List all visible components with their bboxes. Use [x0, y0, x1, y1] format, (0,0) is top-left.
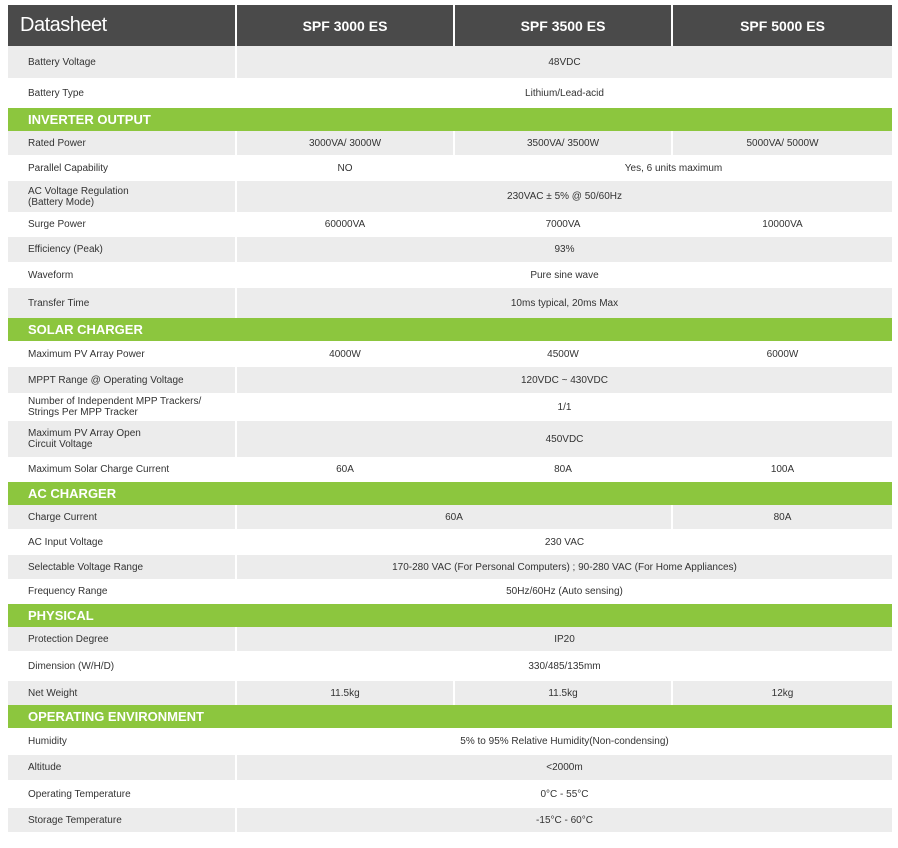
row-value: 4000W: [237, 341, 455, 367]
row-value: 60A: [237, 505, 673, 529]
model-header-2: SPF 3500 ES: [455, 5, 673, 46]
row-label: Maximum PV Array Power: [8, 341, 237, 367]
row-label: [8, 421, 237, 457]
row-value: 330/485/135mm: [237, 651, 892, 681]
row-label: Operating Temperature: [8, 780, 237, 808]
label-line: Maximum PV Array Open: [28, 428, 141, 439]
row-value: 60000VA: [237, 212, 455, 237]
label-line: Strings Per MPP Tracker: [28, 407, 138, 418]
table-row: [8, 288, 892, 318]
row-value: 50Hz/60Hz (Auto sensing): [237, 579, 892, 604]
table-row: [8, 651, 892, 681]
row-value: 10000VA: [673, 212, 892, 237]
row-value: 11.5kg: [237, 681, 455, 705]
label-line: AC Voltage Regulation: [28, 185, 129, 197]
row-label: MPPT Range @ Operating Voltage: [8, 367, 237, 393]
table-row: [8, 237, 892, 262]
row-value: 230VAC ± 5% @ 50/60Hz: [237, 181, 892, 212]
row-label: [8, 393, 237, 421]
row-value: 450VDC: [237, 421, 892, 457]
row-label: Frequency Range: [8, 579, 237, 604]
table-row: [8, 262, 892, 288]
table-row: [8, 341, 892, 367]
table-row: [8, 780, 892, 808]
section-header-ac-charger: AC CHARGER: [8, 482, 892, 505]
header-row: [8, 5, 892, 46]
row-value: 230 VAC: [237, 529, 892, 555]
row-value: Pure sine wave: [237, 262, 892, 288]
model-header-3: SPF 5000 ES: [673, 5, 892, 46]
row-value: 120VDC ~ 430VDC: [237, 367, 892, 393]
label-line: (Battery Mode): [28, 196, 95, 208]
section-header-solar-charger: SOLAR CHARGER: [8, 318, 892, 341]
row-value: 80A: [673, 505, 892, 529]
row-value: 1/1: [237, 393, 892, 421]
row-label: [8, 181, 237, 212]
row-value: 3500VA/ 3500W: [455, 131, 673, 155]
row-value: 11.5kg: [455, 681, 673, 705]
datasheet-title: Datasheet: [8, 5, 237, 46]
table-row: [8, 181, 892, 212]
row-value: 7000VA: [455, 212, 673, 237]
row-label: Surge Power: [8, 212, 237, 237]
table-row: [8, 131, 892, 155]
row-value: 10ms typical, 20ms Max: [237, 288, 892, 318]
row-label: Waveform: [8, 262, 237, 288]
section-header-operating-environment: OPERATING ENVIRONMENT: [8, 705, 892, 728]
row-value: 0°C - 55°C: [237, 780, 892, 808]
row-label: Parallel Capability: [8, 155, 237, 181]
row-label: Net Weight: [8, 681, 237, 705]
row-value: 100A: [673, 457, 892, 482]
table-row: [8, 755, 892, 780]
table-row: [8, 681, 892, 705]
row-label: Battery Voltage: [8, 46, 237, 78]
table-row: [8, 505, 892, 529]
row-label: Efficiency (Peak): [8, 237, 237, 262]
table-row: [8, 529, 892, 555]
row-value: 12kg: [673, 681, 892, 705]
row-label: AC Input Voltage: [8, 529, 237, 555]
table-row: [8, 155, 892, 181]
table-row: [8, 421, 892, 457]
section-header-physical: PHYSICAL: [8, 604, 892, 627]
table-row: [8, 46, 892, 78]
row-label: Protection Degree: [8, 627, 237, 651]
datasheet-table: [8, 5, 892, 832]
row-label: Storage Temperature: [8, 808, 237, 832]
row-value: 48VDC: [237, 46, 892, 78]
row-label: Rated Power: [8, 131, 237, 155]
row-value: 170-280 VAC (For Personal Computers) ; 90-280 VAC (For Home Appliances): [237, 555, 892, 579]
row-label: Altitude: [8, 755, 237, 780]
table-row: [8, 555, 892, 579]
row-value: 5000VA/ 5000W: [673, 131, 892, 155]
table-row: [8, 808, 892, 832]
row-label: Dimension (W/H/D): [8, 651, 237, 681]
section-header-inverter-output: INVERTER OUTPUT: [8, 108, 892, 131]
table-row: [8, 367, 892, 393]
table-row: [8, 627, 892, 651]
row-value: 4500W: [455, 341, 673, 367]
table-row: [8, 393, 892, 421]
row-value: 6000W: [673, 341, 892, 367]
row-value: <2000m: [237, 755, 892, 780]
table-row: [8, 579, 892, 604]
row-label: Battery Type: [8, 78, 237, 108]
table-row: [8, 78, 892, 108]
row-label: Maximum Solar Charge Current: [8, 457, 237, 482]
row-value: NO: [237, 155, 455, 181]
row-value: Yes, 6 units maximum: [455, 155, 892, 181]
row-label: Selectable Voltage Range: [8, 555, 237, 579]
row-value: IP20: [237, 627, 892, 651]
row-label: Charge Current: [8, 505, 237, 529]
row-value: 5% to 95% Relative Humidity(Non-condensing): [237, 728, 892, 755]
row-value: 60A: [237, 457, 455, 482]
row-value: Lithium/Lead-acid: [237, 78, 892, 108]
row-value: 80A: [455, 457, 673, 482]
row-label: Humidity: [8, 728, 237, 755]
row-label: Transfer Time: [8, 288, 237, 318]
model-header-1: SPF 3000 ES: [237, 5, 455, 46]
table-row: [8, 212, 892, 237]
row-value: 3000VA/ 3000W: [237, 131, 455, 155]
table-row: [8, 457, 892, 482]
label-line: Circuit Voltage: [28, 439, 93, 450]
row-value: 93%: [237, 237, 892, 262]
row-value: -15°C - 60°C: [237, 808, 892, 832]
table-row: [8, 728, 892, 755]
label-line: Number of Independent MPP Trackers/: [28, 396, 202, 407]
